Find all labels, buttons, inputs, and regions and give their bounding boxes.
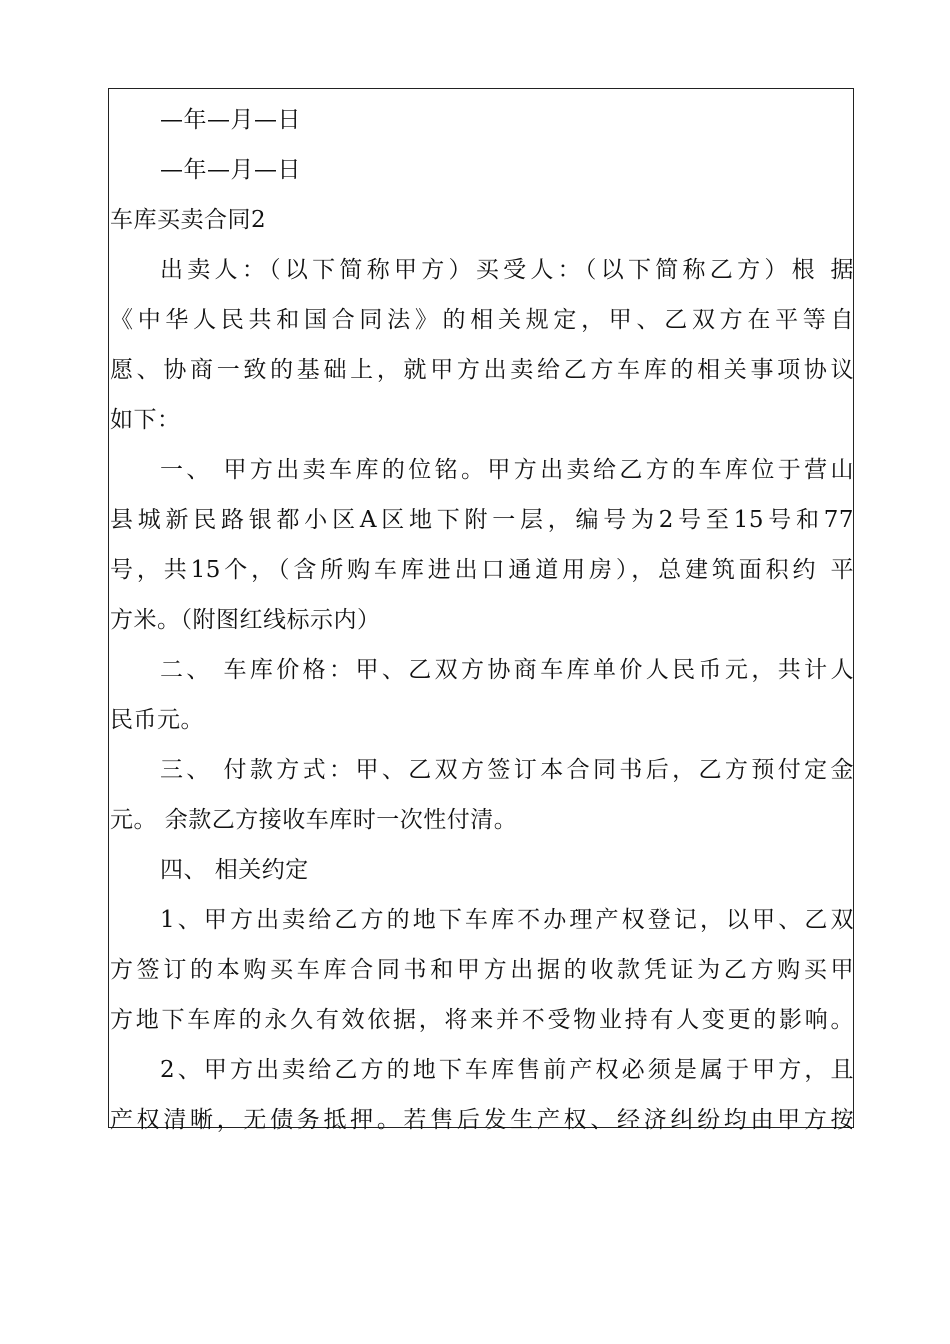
text-line: 2、甲方出卖给乙方的地下车库售前产权必须是属于甲方，且 <box>160 1057 854 1083</box>
date-line-1: —年—月—日 <box>160 107 301 133</box>
text-line: 《中华人民共和国合同法》的相关规定，甲、乙双方在平等自 <box>110 307 854 333</box>
text-line: 县城新民路银都小区A区地下附一层，编号为2号至15号和77 <box>110 507 854 533</box>
text-line: 1、甲方出卖给乙方的地下车库不办理产权登记，以甲、乙双 <box>160 907 854 933</box>
text-line: 元。 余款乙方接收车库时一次性付清。 <box>110 807 518 833</box>
date-line-2: —年—月—日 <box>160 157 301 183</box>
text-line: 如下： <box>110 407 181 433</box>
section-heading: 四、 相关约定 <box>160 857 309 883</box>
text-line: 出卖人：（以下简称甲方）买受人：（以下简称乙方）根 据 <box>160 257 854 283</box>
text-line: 号，共15个，（含所购车库进出口通道用房），总建筑面积约 平 <box>110 557 854 583</box>
text-line: 愿、协商一致的基础上，就甲方出卖给乙方车库的相关事项协议 <box>110 357 854 383</box>
text-line: 民币元。 <box>110 707 204 733</box>
text-line: 方米。（附图红线标示内） <box>110 607 381 633</box>
text-line: 方地下车库的永久有效依据，将来并不受物业持有人变更的影响。 <box>110 1007 854 1033</box>
text-line: 二、 车库价格：甲、乙双方协商车库单价人民币元，共计人 <box>160 657 854 683</box>
text-line: 一、 甲方出卖车库的位铭。甲方出卖给乙方的车库位于营山 <box>160 457 854 483</box>
text-line: 三、 付款方式：甲、乙双方签订本合同书后，乙方预付定金 <box>160 757 854 783</box>
text-line: 产权清晰，无债务抵押。若售后发生产权、经济纠纷均由甲方按 <box>110 1107 854 1133</box>
text-line: 方签订的本购买车库合同书和甲方出据的收款凭证为乙方购买甲 <box>110 957 854 983</box>
contract-title: 车库买卖合同2 <box>110 207 267 233</box>
